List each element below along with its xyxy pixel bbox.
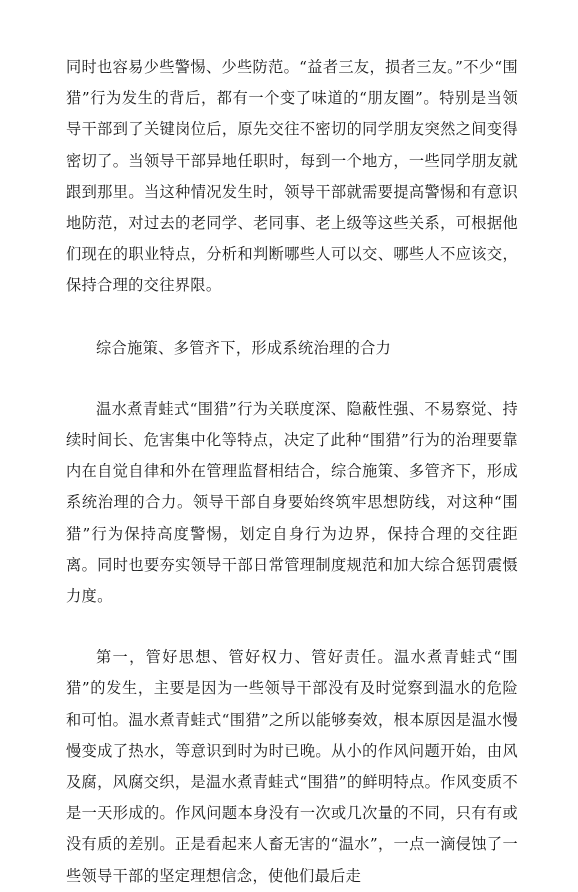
body-paragraph-1: 同时也容易少些警惕、少些防范。“益者三友，损者三友。”不少“围猎”行为发生的背后，都有一个变了味道的“朋友圈”。特别是当领导干部到了关键岗位后，原先交往不密切的同学朋友突然之间变得密切了。当领导干部异地任职时，每到一个地方，一些同学朋友就跟到那里。当这种情况发生时，领导干部就需要提高警惕和有意识地防范，对过去的老同学、老同事、老上级等这些关系，可根据他们现在的职业特点，分析和判断哪些人可以交、哪些人不应该交，保持合理的交往界限。 <box>66 58 518 295</box>
document-page <box>66 52 518 892</box>
section-heading: 综合施策、多管齐下，形成系统治理的合力 <box>96 338 392 357</box>
body-paragraph-3: 第一，管好思想、管好权力、管好责任。温水煮青蛙式“围猎”的发生，主要是因为一些领导干部没有及时觉察到温水的危险和可怕。温水煮青蛙式“围猎”之所以能够奏效，根本原因是温水慢慢变成了热水，等意识到时为时已晚。从小的作风问题开始，由风及腐，风腐交织，是温水煮青蛙式“围猎”的鲜明特点。作风变质不是一天形成的。作风问题本身没有一次或几次量的不同，只有有或没有质的差别。正是看起来人畜无害的“温水”，一点一滴侵蚀了一些领导干部的坚定理想信念，使他们最后走 <box>66 648 518 885</box>
body-paragraph-2: 温水煮青蛙式“围猎”行为关联度深、隐蔽性强、不易察觉、持续时间长、危害集中化等特点，决定了此种“围猎”行为的治理要靠内在自觉自律和外在管理监督相结合，综合施策、多管齐下，形成系统治理的合力。领导干部自身要始终筑牢思想防线，对这种“围猎”行为保持高度警惕，划定自身行为边界，保持合理的交往距离。同时也要夯实领导干部日常管理制度规范和加大综合惩罚震慑力度。 <box>66 399 518 606</box>
